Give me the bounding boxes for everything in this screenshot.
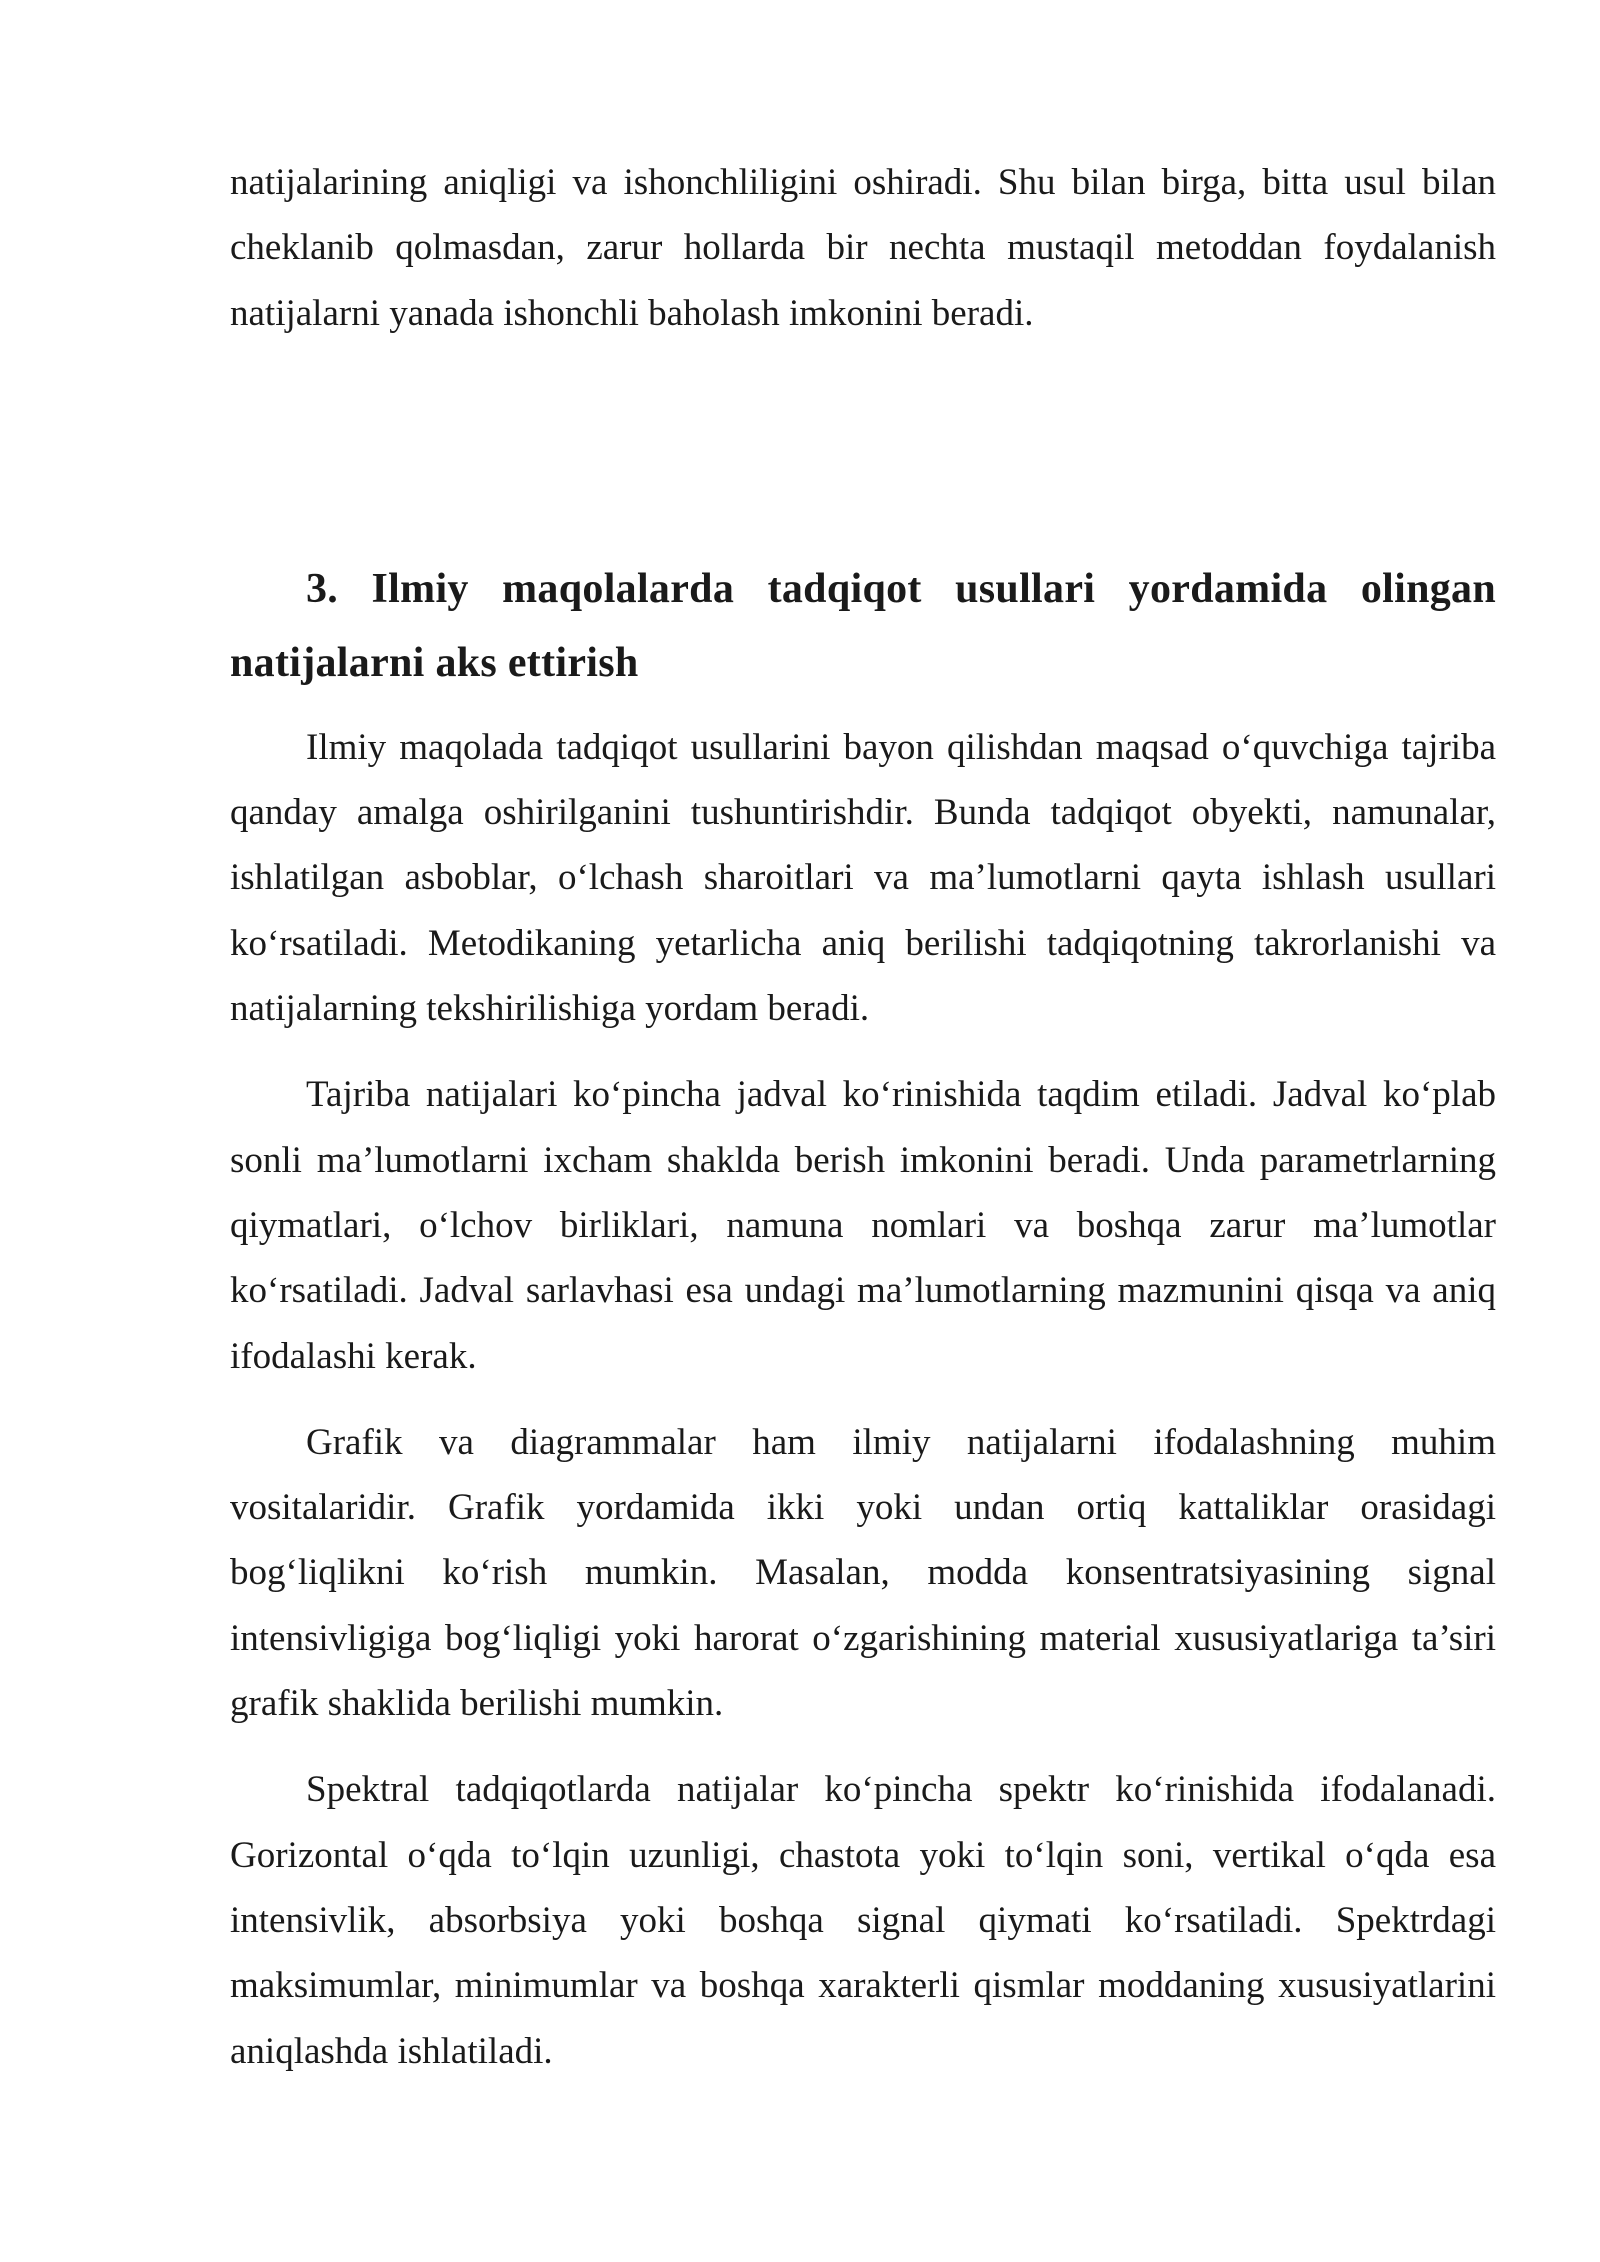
document-page bbox=[230, 150, 1496, 2105]
intro-paragraph: natijalarining aniqligi va ishonchliligini oshiradi. Shu bilan birga, bitta usul bilan cheklanib qolmasdan, zarur hollarda bir nechta mustaqil metoddan foydalanish natijalarni yanada ishonchli baholash imkonini beradi. bbox=[230, 162, 1496, 334]
section-heading: 3. Ilmiy maqolalarda tadqiqot usullari yordamida olingan natijalarni aks ettirish bbox=[230, 565, 1496, 686]
paragraph-graphs: Grafik va diagrammalar ham ilmiy natijalarni ifodalashning muhim vositalaridir. Grafik yordamida ikki yoki undan ortiq kattaliklar orasidagi bog‘liqlikni ko‘rish mumkin. Masalan, modda konsentratsiyasining signal intensivligiga bog‘liqligi yoki harorat o‘zgarishining material xususiyatlariga ta’siri grafik shaklida berilishi mumkin. bbox=[230, 1421, 1496, 1725]
paragraph-tables: Tajriba natijalari ko‘pincha jadval ko‘rinishida taqdim etiladi. Jadval ko‘plab sonli ma’lumotlarni ixcham shaklda berish imkonini beradi. Unda parametrlarning qiymatlari, o‘lchov birliklari, namuna nomlari va boshqa zarur ma’lumotlar ko‘rsatiladi. Jadval sarlavhasi esa undagi ma’lumotlarning mazmunini qisqa va aniq ifodalashi kerak. bbox=[230, 1074, 1496, 1377]
paragraph-methods: Ilmiy maqolada tadqiqot usullarini bayon qilishdan maqsad o‘quvchiga tajriba qanday amalga oshirilganini tushuntirishdir. Bunda tadqiqot obyekti, namunalar, ishlatilgan asboblar, o‘lchash sharoitlari va ma’lumotlarni qayta ishlash usullari ko‘rsatiladi. Metodikaning yetarlicha aniq berilishi tadqiqotning takrorlanishi va natijalarning tekshirilishiga yordam beradi. bbox=[230, 726, 1496, 1030]
paragraph-spectra: Spektral tadqiqotlarda natijalar ko‘pincha spektr ko‘rinishida ifodalanadi. Gorizontal o‘qda to‘lqin uzunligi, chastota yoki to‘lqin soni, vertikal o‘qda esa intensivlik, absorbsiya yoki boshqa signal qiymati ko‘rsatiladi. Spektrdagi maksimumlar, minimumlar va boshqa xarakterli qismlar moddaning xususiyatlarini aniqlashda ishlatiladi. bbox=[230, 1769, 1496, 2072]
